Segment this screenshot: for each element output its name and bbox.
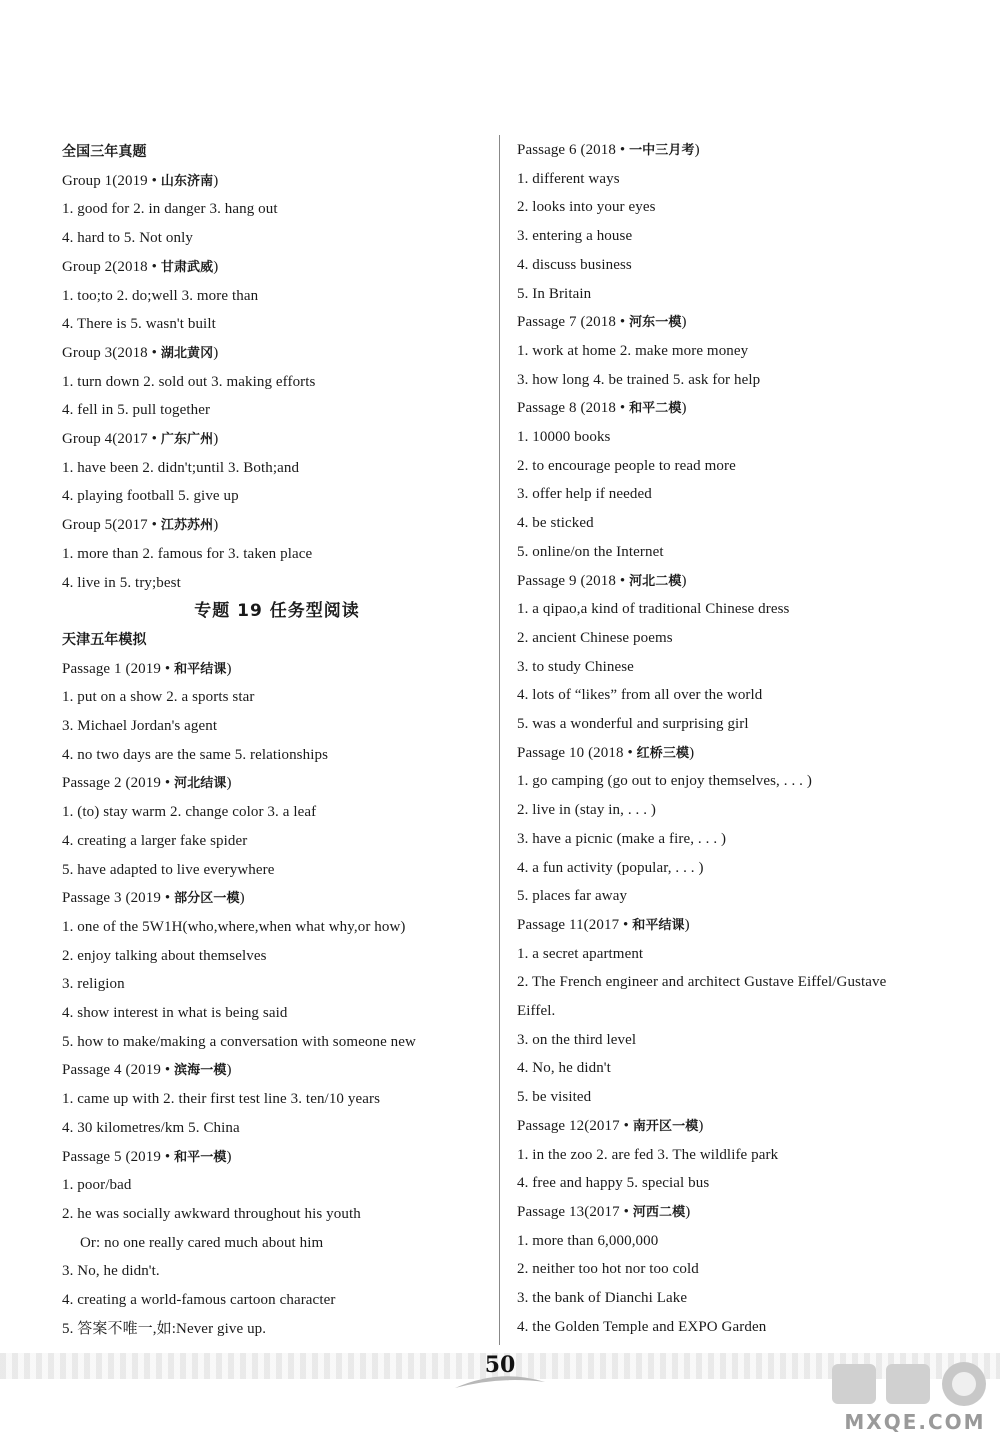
line-text: 4. lots of “likes” from all over the world <box>517 687 763 704</box>
page-number: 50 <box>484 1352 516 1378</box>
answer-line <box>62 372 316 392</box>
line-text: 5. how to make/making a conversation with someone new <box>62 1033 416 1050</box>
answer-line <box>517 714 749 734</box>
answer-line <box>517 1030 636 1050</box>
answer-line <box>517 771 812 791</box>
answer-line <box>62 831 247 851</box>
line-text: 1. turn down 2. sold out 3. making efforts <box>62 373 316 390</box>
answer-line <box>517 1288 687 1308</box>
line-text: 5. was a wonderful and surprising girl <box>517 716 749 732</box>
answer-line <box>517 1259 699 1279</box>
line-text: 2. looks into your eyes <box>517 199 656 216</box>
line-text: 1. poor/bad <box>62 1177 132 1194</box>
line-text: Passage 4 (2019 <box>62 1062 161 1079</box>
passage-header: Passage 9 (2018 • 河北二模) <box>517 572 687 589</box>
source-label: 湖北黄冈 <box>160 345 214 361</box>
line-text: 1. one of the 5W1H(who,where,when what why,or how) <box>62 918 406 935</box>
line-text: Passage 5 (2019 <box>62 1148 161 1165</box>
answer-line <box>517 456 736 476</box>
line-text: 2. live in (stay in, . . . ) <box>517 802 657 819</box>
line-text: Passage 3 (2019 <box>62 890 161 907</box>
passage-header: Passage 8 (2018 • 和平二模) <box>517 400 687 417</box>
source-label: 河北二模 <box>629 573 682 589</box>
line-text: 4. There is 5. wasn't built <box>62 316 216 333</box>
line-text: Passage 11(2017 <box>517 916 620 933</box>
line-text: 1. (to) stay warm 2. change color 3. a leaf <box>62 804 317 821</box>
answer-line <box>62 1175 131 1195</box>
answer-line <box>517 513 594 533</box>
line-text: 2. he was socially awkward throughout his youth <box>62 1205 361 1222</box>
line-text: Group 1(2019 <box>62 172 148 189</box>
passage-header: Passage 10 (2018 • 红桥三模) <box>517 744 695 761</box>
answer-line <box>62 687 254 707</box>
passage-header: Group 1(2019 • 山东济南) <box>62 172 219 189</box>
line-text: 4. 30 kilometres/km 5. China <box>62 1119 240 1136</box>
source-label: 和平一模 <box>174 1149 227 1165</box>
line-text: 4. be sticked <box>517 515 594 532</box>
answer-line <box>62 199 278 219</box>
line-text: 3. how long 4. be trained 5. ask for help <box>517 371 761 388</box>
answer-line <box>517 484 652 504</box>
answer-line <box>62 802 316 822</box>
answer-line <box>517 542 664 562</box>
line-text: 1. too;to 2. do;well 3. more than <box>62 287 259 304</box>
answer-line <box>517 886 627 906</box>
answer-line <box>517 427 611 447</box>
answer-line <box>517 341 748 361</box>
line-text: Group 4(2017 <box>62 431 148 447</box>
answer-line <box>517 858 704 878</box>
line-text: 3. Michael Jordan's agent <box>62 718 218 734</box>
line-text: Eiffel. <box>517 1003 556 1019</box>
line-text: 5. 答案不唯一,如:Never give up. <box>62 1320 267 1337</box>
passage-header: Group 5(2017 • 江苏苏州) <box>62 517 219 534</box>
passage-header: Passage 1 (2019 • 和平结课) <box>62 660 232 677</box>
answer-line <box>517 1231 658 1251</box>
answer-line <box>62 745 328 765</box>
passage-header: Group 2(2018 • 甘肃武威) <box>62 258 219 275</box>
passage-header: Passage 2 (2019 • 河北结课) <box>62 775 232 792</box>
source-label: 甘肃武威 <box>160 259 214 275</box>
passage-header: Group 3(2018 • 湖北黄冈) <box>62 344 219 361</box>
source-label: 和平结课 <box>174 661 227 677</box>
answer-line <box>517 1001 555 1021</box>
answer-line <box>517 284 591 304</box>
passage-header: Passage 4 (2019 • 滨海一模) <box>62 1062 232 1079</box>
line-text: Passage 8 (2018 <box>517 400 616 417</box>
line-text: Passage 10 (2018 <box>517 744 624 761</box>
line-text: 4. discuss business <box>517 256 632 273</box>
line-text: 4. live in 5. try;best <box>62 574 181 591</box>
line-text: 4. free and happy 5. special bus <box>517 1175 710 1192</box>
passage-header: Group 4(2017 • 广东广州) <box>62 431 219 447</box>
line-text: Or: no one really cared much about him <box>80 1234 324 1251</box>
passage-header: Passage 12(2017 • 南开区一模) <box>517 1117 704 1134</box>
line-text: 4. a fun activity (popular, . . . ) <box>517 859 704 876</box>
line-text: 3. the bank of Dianchi Lake <box>517 1290 688 1306</box>
line-text: 1. more than 2. famous for 3. taken place <box>62 545 313 562</box>
answer-line <box>517 829 726 849</box>
answer-line <box>62 314 216 334</box>
line-text: Passage 9 (2018 <box>517 572 616 589</box>
answer-line <box>517 255 632 275</box>
line-text: 4. the Golden Temple and EXPO Garden <box>517 1318 767 1335</box>
line-text: 4. No, he didn't <box>517 1060 611 1077</box>
line-text: 5. In Britain <box>517 285 592 302</box>
source-label: 广东广州 <box>160 432 214 447</box>
answer-line <box>517 599 789 619</box>
answer-line <box>517 1145 778 1165</box>
line-text: 3. offer help if needed <box>517 486 652 503</box>
line-text: 2. to encourage people to read more <box>517 457 736 474</box>
line-text: 2. enjoy talking about themselves <box>62 947 267 964</box>
line-text: 4. show interest in what is being said <box>62 1005 288 1021</box>
line-text: 1. put on a show 2. a sports star <box>62 689 255 706</box>
line-text: 4. playing football 5. give up <box>62 488 239 505</box>
answer-line <box>517 972 886 992</box>
answer-line <box>517 1317 766 1337</box>
line-text: 2. ancient Chinese poems <box>517 629 673 646</box>
answer-line <box>62 974 125 994</box>
source-label: 南开区一模 <box>632 1118 699 1134</box>
source-label: 河西二模 <box>632 1204 686 1220</box>
answer-line <box>62 228 193 248</box>
source-label: 部分区一模 <box>174 891 240 907</box>
line-text: 1. good for 2. in danger 3. hang out <box>62 201 278 218</box>
line-text: 5. have adapted to live everywhere <box>62 861 275 878</box>
passage-header: Passage 3 (2019 • 部分区一模) <box>62 890 245 907</box>
line-text: Passage 1 (2019 <box>62 660 161 677</box>
answer-line <box>517 197 656 217</box>
line-text: 2. The French engineer and architect Gustave Eiffel/Gustave <box>517 974 887 991</box>
line-text: 5. be visited <box>517 1089 592 1106</box>
answer-line <box>517 370 760 390</box>
topic-title <box>62 601 492 621</box>
line-text: 1. more than 6,000,000 <box>517 1232 659 1249</box>
line-text: 1. 10000 books <box>517 429 611 445</box>
answer-line <box>517 800 656 820</box>
passage-header: Passage 13(2017 • 河西二模) <box>517 1203 691 1220</box>
section-heading <box>62 142 147 162</box>
column-divider <box>499 135 500 1345</box>
line-text: 专题 19 任务型阅读 <box>194 601 360 622</box>
answer-line <box>517 226 632 246</box>
line-text: 3. religion <box>62 976 125 993</box>
line-text: 1. a qipao,a kind of traditional Chinese dress <box>517 601 790 618</box>
answer-line <box>62 286 258 306</box>
answer-line <box>517 1058 611 1078</box>
line-text: 3. have a picnic (make a fire, . . . ) <box>517 830 727 847</box>
source-label: 河东一模 <box>629 315 682 331</box>
line-text: Passage 2 (2019 <box>62 775 161 792</box>
line-text: Passage 7 (2018 <box>517 314 616 331</box>
answer-line <box>62 1261 160 1281</box>
line-text: 2. neither too hot nor too cold <box>517 1261 699 1278</box>
section-heading <box>62 630 147 650</box>
answer-line <box>517 657 634 677</box>
line-text: 全国三年真题 <box>62 144 147 160</box>
answer-line <box>62 1290 335 1310</box>
source-label: 红桥三模 <box>636 745 690 761</box>
answer-line <box>62 1118 240 1138</box>
line-text: Group 5(2017 <box>62 517 148 534</box>
watermark-text: MXQE.COM <box>844 1410 986 1434</box>
answer-line <box>62 1089 380 1109</box>
line-text: 4. hard to 5. Not only <box>62 230 193 247</box>
line-text: 1. in the zoo 2. are fed 3. The wildlife park <box>517 1146 779 1163</box>
answer-line <box>62 1003 287 1023</box>
answer-line <box>517 169 620 189</box>
answer-line <box>517 1087 591 1107</box>
line-text: 1. a secret apartment <box>517 945 644 962</box>
answer-line <box>517 1173 709 1193</box>
passage-header: Passage 5 (2019 • 和平一模) <box>62 1148 232 1165</box>
line-text: 1. go camping (go out to enjoy themselves, . . . ) <box>517 773 812 790</box>
line-text: 天津五年模拟 <box>62 631 147 648</box>
answer-line <box>517 944 643 964</box>
line-text: 4. fell in 5. pull together <box>62 402 211 419</box>
answer-line <box>62 860 274 880</box>
source-label: 一中三月考 <box>629 143 695 158</box>
line-text: Group 3(2018 <box>62 344 148 361</box>
answer-line <box>62 400 210 420</box>
source-label: 江苏苏州 <box>160 518 214 534</box>
answer-line <box>62 1319 266 1339</box>
answer-line <box>62 458 299 478</box>
line-text: 3. on the third level <box>517 1031 637 1048</box>
line-text: 5. online/on the Internet <box>517 543 664 560</box>
answer-line <box>62 716 217 736</box>
passage-header: Passage 7 (2018 • 河东一模) <box>517 314 687 331</box>
line-text: 4. no two days are the same 5. relationships <box>62 746 329 763</box>
line-text: 5. places far away <box>517 888 628 905</box>
source-label: 河北结课 <box>174 776 227 792</box>
answer-line <box>517 628 673 648</box>
answer-line <box>62 1032 416 1052</box>
answer-line <box>62 573 181 593</box>
answer-line <box>62 1204 361 1224</box>
answer-line <box>62 946 267 966</box>
line-text: 4. creating a world-famous cartoon character <box>62 1292 336 1308</box>
line-text: 1. different ways <box>517 170 620 187</box>
answer-line <box>517 685 762 705</box>
passage-header: Passage 6 (2018 • 一中三月考) <box>517 142 700 158</box>
line-text: Group 2(2018 <box>62 258 148 275</box>
line-text: 3. to study Chinese <box>517 658 634 675</box>
source-label: 和平二模 <box>629 401 682 417</box>
line-text: Passage 13(2017 <box>517 1203 620 1220</box>
source-label: 和平结课 <box>632 917 685 933</box>
passage-header: Passage 11(2017 • 和平结课) <box>517 916 690 933</box>
answer-line <box>62 486 239 506</box>
line-text: Passage 12(2017 <box>517 1117 620 1134</box>
line-text: 3. entering a house <box>517 228 633 245</box>
line-text: 1. work at home 2. make more money <box>517 342 749 359</box>
answer-line <box>80 1233 323 1253</box>
answer-line <box>62 544 312 564</box>
line-text: 1. have been 2. didn't;until 3. Both;and <box>62 459 300 476</box>
line-text: 4. creating a larger fake spider <box>62 832 248 849</box>
line-text: 1. came up with 2. their first test line 3. ten/10 years <box>62 1091 381 1108</box>
source-label: 山东济南 <box>160 173 214 189</box>
source-label: 滨海一模 <box>174 1063 227 1079</box>
line-text: Passage 6 (2018 <box>517 142 616 158</box>
line-text: 3. No, he didn't. <box>62 1263 160 1280</box>
answer-line <box>62 917 406 937</box>
